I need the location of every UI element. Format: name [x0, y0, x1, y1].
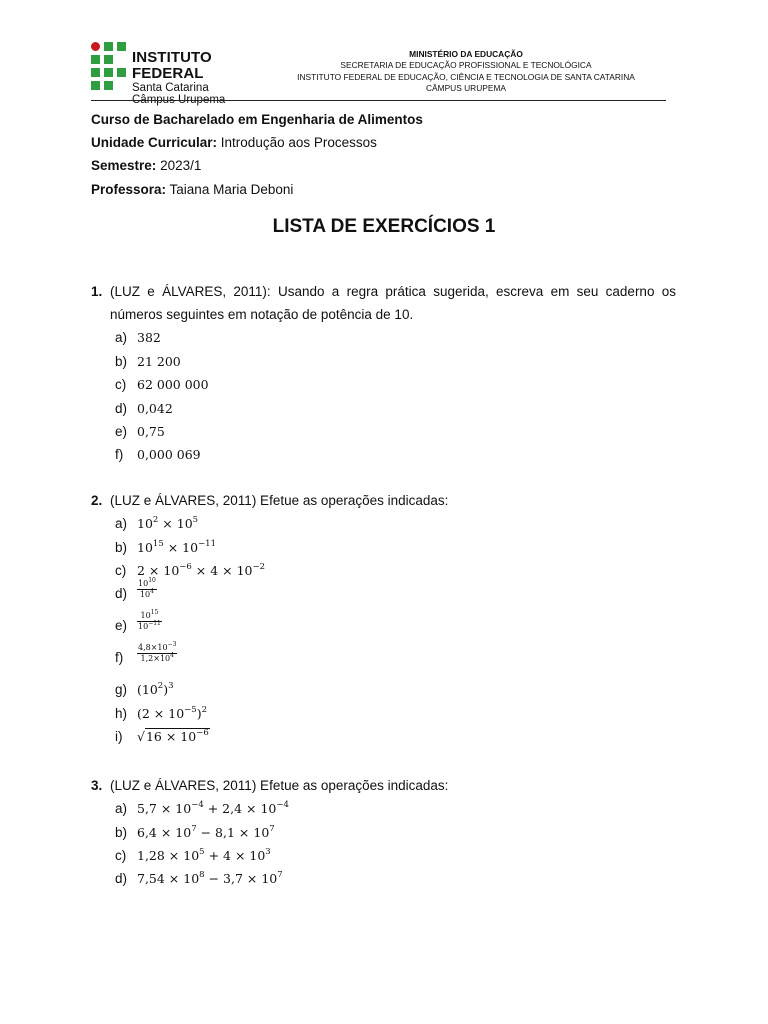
logo-grid-icon [91, 42, 127, 90]
math-expression: $(2 \times 10^{-5})^2$ [137, 704, 207, 721]
question-number: 1. [91, 284, 103, 299]
list-item: a) $10^2 \times 10^5$ [115, 512, 676, 535]
teacher-label: Professora: [91, 181, 167, 197]
math-expression: $2 \times 10^{-6} \times 4 \times 10^{-2}$ [137, 561, 266, 578]
list-item: a) 382 [115, 330, 161, 346]
question-number: 3. [91, 778, 103, 793]
list-item: c) 62 000 000 [115, 377, 209, 393]
list-item: d) $7,54 \times 10^8 - 3,7 \times 10^7$ [115, 867, 676, 890]
secretariat-line: SECRETARIA DE EDUCAÇÃO PROFISSIONAL E TECNOLÓGICA [340, 60, 592, 71]
sqrt-icon: √ [137, 729, 145, 745]
question-items [115, 326, 676, 466]
list-item: b) $6,4 \times 10^7 - 8,1 \times 10^7$ [115, 821, 676, 844]
math-fraction: $\frac{10^{15}}{10^{-11}}$ [138, 609, 161, 632]
list-item: d) $\frac{10^{10}}{10^4}$ [115, 577, 156, 602]
list-item: f) 0,000 069 [115, 447, 201, 463]
list-item: a) $5,7 \times 10^{-4} + 2,4 \times 10^{-4}$ [115, 797, 676, 820]
semester-value: 2023/1 [160, 158, 202, 174]
course-name: Curso de Bacharelado em Engenharia de Alimentos [91, 112, 423, 127]
unit-label: Unidade Curricular: [91, 135, 218, 151]
institution-logo [91, 42, 281, 106]
teacher-value: Taiana Maria Deboni [169, 181, 294, 197]
list-item: i) $√16 \times 10^{-6}$ [115, 725, 676, 748]
math-expression: $10^2 \times 10^5$ [137, 515, 199, 532]
math-expression: $(10^2)^3$ [137, 681, 174, 698]
brand-text [132, 50, 281, 106]
course-info [91, 108, 423, 201]
question-items [115, 512, 676, 748]
list-item: g) $(10^2)^3$ [115, 678, 676, 701]
math-fraction: $\frac{4,8\times 10^{-3}}{1,2\times 10^4}$ [138, 641, 177, 664]
institute-line: INSTITUTO FEDERAL DE EDUCAÇÃO, CIÊNCIA E TECNOLOGIA DE SANTA CATARINA [297, 71, 635, 82]
question-1 [91, 280, 676, 467]
question-items [115, 797, 676, 891]
question-stem: (LUZ e ÁLVARES, 2011) Efetue as operações indicadas: [110, 778, 449, 793]
list-item: c) $2 \times 10^{-6} \times 4 \times 10^{-2}$ [115, 559, 676, 582]
list-item: h) $(2 \times 10^{-5})^2$ [115, 702, 676, 725]
question-stem: (LUZ e ÁLVARES, 2011) Efetue as operações indicadas: [110, 493, 449, 508]
list-item: b) $10^{15} \times 10^{-11}$ [115, 536, 676, 559]
question-number: 2. [91, 493, 103, 508]
unit-value: Introdução aos Processos [220, 135, 377, 151]
question-2 [91, 489, 676, 749]
semester-label: Semestre: [91, 158, 157, 174]
math-expression: $10^{15} \times 10^{-11}$ [137, 538, 217, 555]
campus-line: CÂMPUS URUPEMA [425, 82, 507, 93]
list-item: d) 0,042 [115, 400, 173, 416]
question-stem: (LUZ e ÁLVARES, 2011): Usando a regra prática sugerida, escreva em seu caderno os números seguintes em notação de potência de 10. [110, 284, 676, 323]
government-header [290, 49, 642, 94]
math-expression: $1,28 \times 10^5 + 4 \times 10^3$ [137, 846, 271, 863]
list-item: e) $\frac{10^{15}}{10^{-11}}$ [115, 609, 161, 634]
math-expression: $6,4 \times 10^7 - 8,1 \times 10^7$ [137, 823, 275, 840]
list-item: c) $1,28 \times 10^5 + 4 \times 10^3$ [115, 844, 676, 867]
list-item: f) $\frac{4,8\times 10^{-3}}{1,2\times 10^4}$ [115, 641, 177, 666]
brand-state: Santa Catarina [132, 82, 209, 94]
math-expression: $7,54 \times 10^8 - 3,7 \times 10^7$ [137, 870, 283, 887]
math-expression: $√16 \times 10^{-6}$ [137, 728, 209, 745]
list-item: b) 21 200 [115, 353, 181, 369]
math-fraction: $\frac{10^{10}}{10^4}$ [138, 577, 156, 600]
ministry-line: MINISTÉRIO DA EDUCAÇÃO [409, 49, 523, 59]
header-divider [91, 100, 666, 101]
question-3 [91, 774, 676, 891]
list-item: e) 0,75 [115, 423, 165, 439]
page-title: LISTA DE EXERCÍCIOS 1 [272, 216, 496, 237]
brand-campus: Câmpus Urupema [132, 94, 226, 106]
math-expression: $5,7 \times 10^{-4} + 2,4 \times 10^{-4}$ [137, 800, 289, 817]
brand-name: INSTITUTO FEDERAL [132, 49, 212, 82]
